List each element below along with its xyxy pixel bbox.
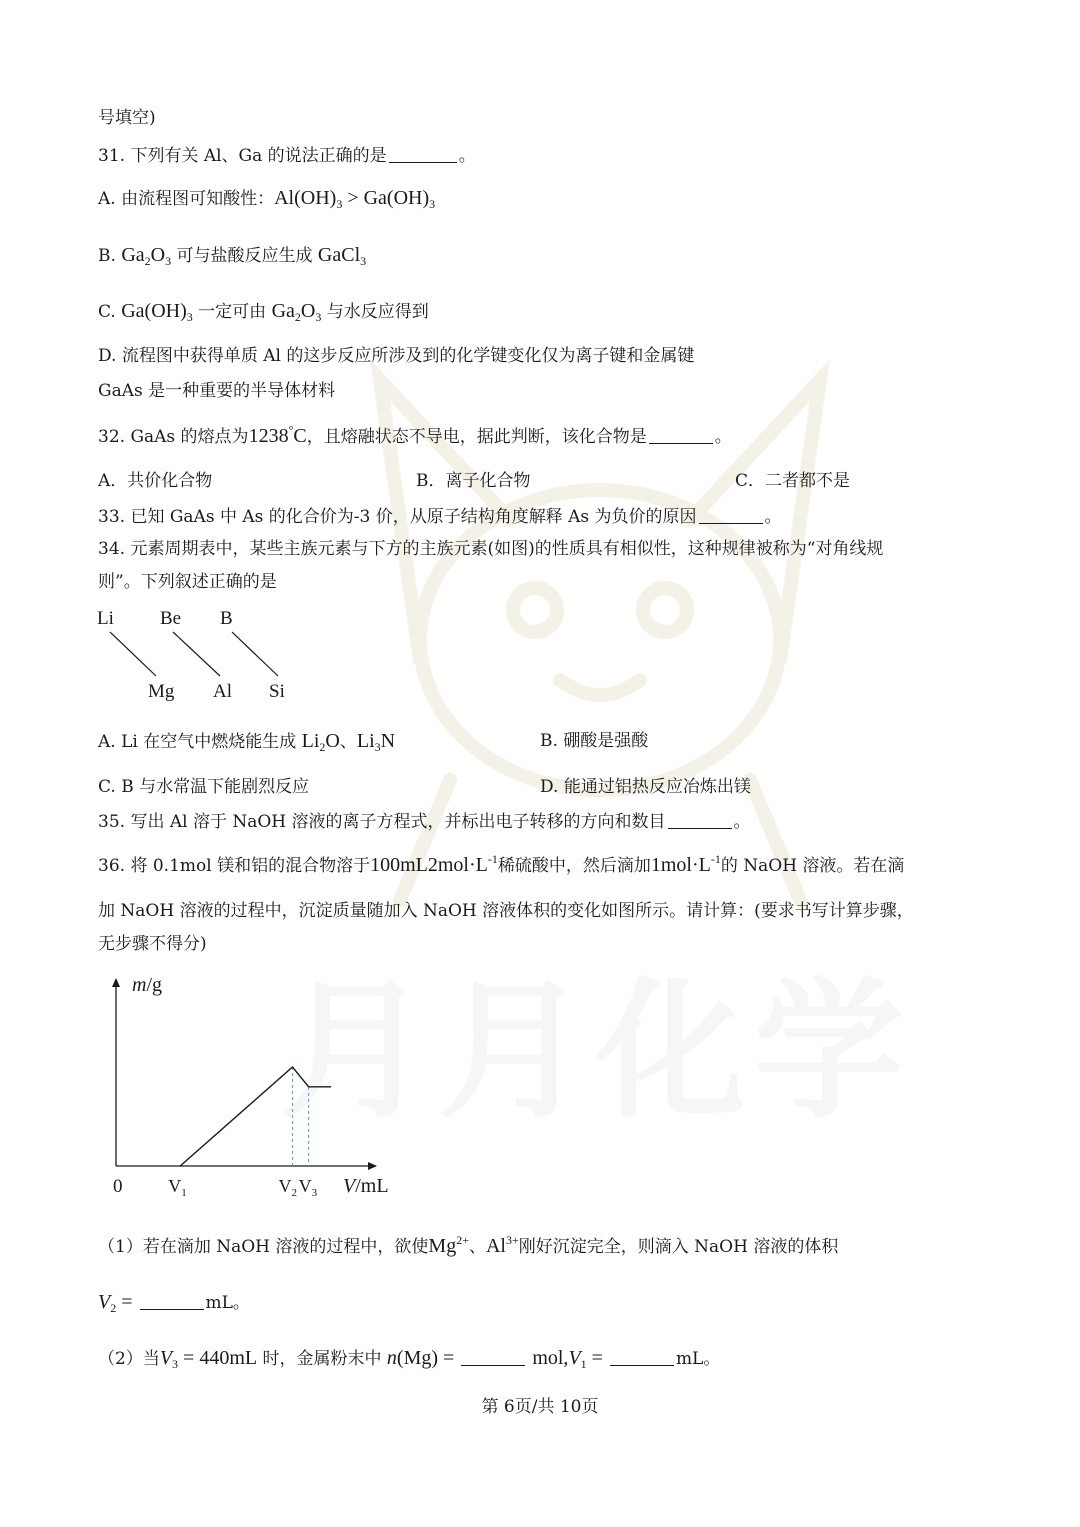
x-axis-label: V/mL (343, 1175, 389, 1197)
q36-sub1-line2: $V_2$ = mL。 (98, 1291, 250, 1315)
q34-option-a: A. Li 在空气中燃烧能生成 $Li_2O$、$Li_3N$ (98, 730, 396, 754)
x-tick-label-v1: $V_1$ (168, 1176, 187, 1199)
q36-sub1-line1: （1）若在滴加 NaOH 溶液的过程中，欲使$Mg^{2+}$、$Al^{3+}$刚好沉淀完全，则滴入 NaOH 溶液的体积 (98, 1233, 839, 1257)
element-be: Be (160, 608, 182, 629)
watermark-text: 月月化学 (280, 965, 913, 1139)
q32-option-b: B．离子化合物 (416, 471, 531, 491)
q34-option-c: C. B 与水常温下能剧烈反应 (98, 777, 310, 797)
q32-option-c: C．二者都不是 (735, 471, 851, 491)
q35-stem: 35. 写出 Al 溶于 NaOH 溶液的离子方程式，并标出电子转移的方向和数目 。 (98, 812, 751, 832)
q32-stem: 32. GaAs 的熔点为1238°C，且熔融状态不导电，据此判断，该化合物是 。 (98, 423, 732, 447)
element-si: Si (269, 681, 285, 702)
q31-option-d: D. 流程图中获得单质 Al 的这步反应所涉及到的化学键变化仅为离子键和金属键 (98, 346, 695, 366)
element-al: Al (213, 681, 232, 702)
precipitate-mass-chart (100, 965, 420, 1205)
diagonal-line (232, 632, 278, 676)
answer-blank[interactable] (699, 507, 763, 524)
element-b: B (220, 608, 233, 629)
diagonal-line (173, 632, 220, 676)
q34-line1: 34. 元素周期表中，某些主族元素与下方的主族元素(如图)的性质具有相似性，这种规律被称为“对角线规 (98, 539, 884, 559)
element-li: Li (97, 608, 114, 629)
q34-option-b: B. 硼酸是强酸 (540, 731, 649, 751)
q31-option-b: B. $Ga_2O_3$ 可与盐酸反应生成 GaCl$_3$ (98, 244, 367, 268)
q32-option-a: A．共价化合物 (98, 471, 213, 491)
q36-line3: 无步骤不得分) (98, 934, 207, 954)
diagonal-line (110, 632, 156, 676)
top-fragment: 号填空) (98, 108, 156, 128)
answer-blank[interactable] (668, 812, 732, 829)
series-line (180, 1067, 331, 1166)
y-axis-label: m/g (132, 974, 163, 996)
origin-label: 0 (113, 1176, 123, 1197)
q34-line2: 则”。下列叙述正确的是 (98, 572, 277, 592)
q31-option-c: C. $Ga(OH)_3$ 一定可由 $Ga_2O_3$ 与水反应得到 (98, 300, 429, 324)
q31-stem: 31. 下列有关 Al、Ga 的说法正确的是 。 (98, 146, 476, 166)
answer-blank[interactable] (649, 427, 713, 444)
answer-blank[interactable] (140, 1293, 204, 1310)
answer-blank[interactable] (610, 1349, 674, 1366)
q36-line2: 加 NaOH 溶液的过程中，沉淀质量随加入 NaOH 溶液体积的变化如图所示。请计算：(要求书写计算步骤， (98, 901, 914, 921)
element-mg: Mg (148, 681, 175, 702)
q33-stem: 33. 已知 GaAs 中 As 的化合价为-3 价，从原子结构角度解释 As 为负价的原因 。 (98, 507, 782, 527)
q34-option-d: D. 能通过铝热反应冶炼出镁 (540, 777, 751, 797)
x-tick-label-v2: $V_2$ (278, 1176, 298, 1199)
q31-option-a: A. 由流程图可知酸性：$Al(OH)_3 > Ga(OH)_3$ (98, 187, 436, 211)
x-tick-label-v3: $V_3$ (298, 1176, 318, 1199)
gaas-intro: GaAs 是一种重要的半导体材料 (98, 381, 336, 401)
diagonal-rule-diagram (90, 600, 310, 712)
page-footer: 第 6页/共 10页 (481, 1397, 599, 1417)
answer-blank[interactable] (389, 146, 457, 163)
q36-line1: 36. 将 0.1mol 镁和铝的混合物溶于$100mL2mol\cdot L^{-1}$稀硫酸中，然后滴加$1mol\cdot L^{-1}$的 NaOH 溶液。若在滴 (98, 852, 905, 876)
answer-blank[interactable] (461, 1349, 525, 1366)
q36-sub2: （2）当$V_3 = 440mL$ 时，金属粉末中 $n(Mg) = mol,V_1$ = mL。 (98, 1347, 721, 1371)
